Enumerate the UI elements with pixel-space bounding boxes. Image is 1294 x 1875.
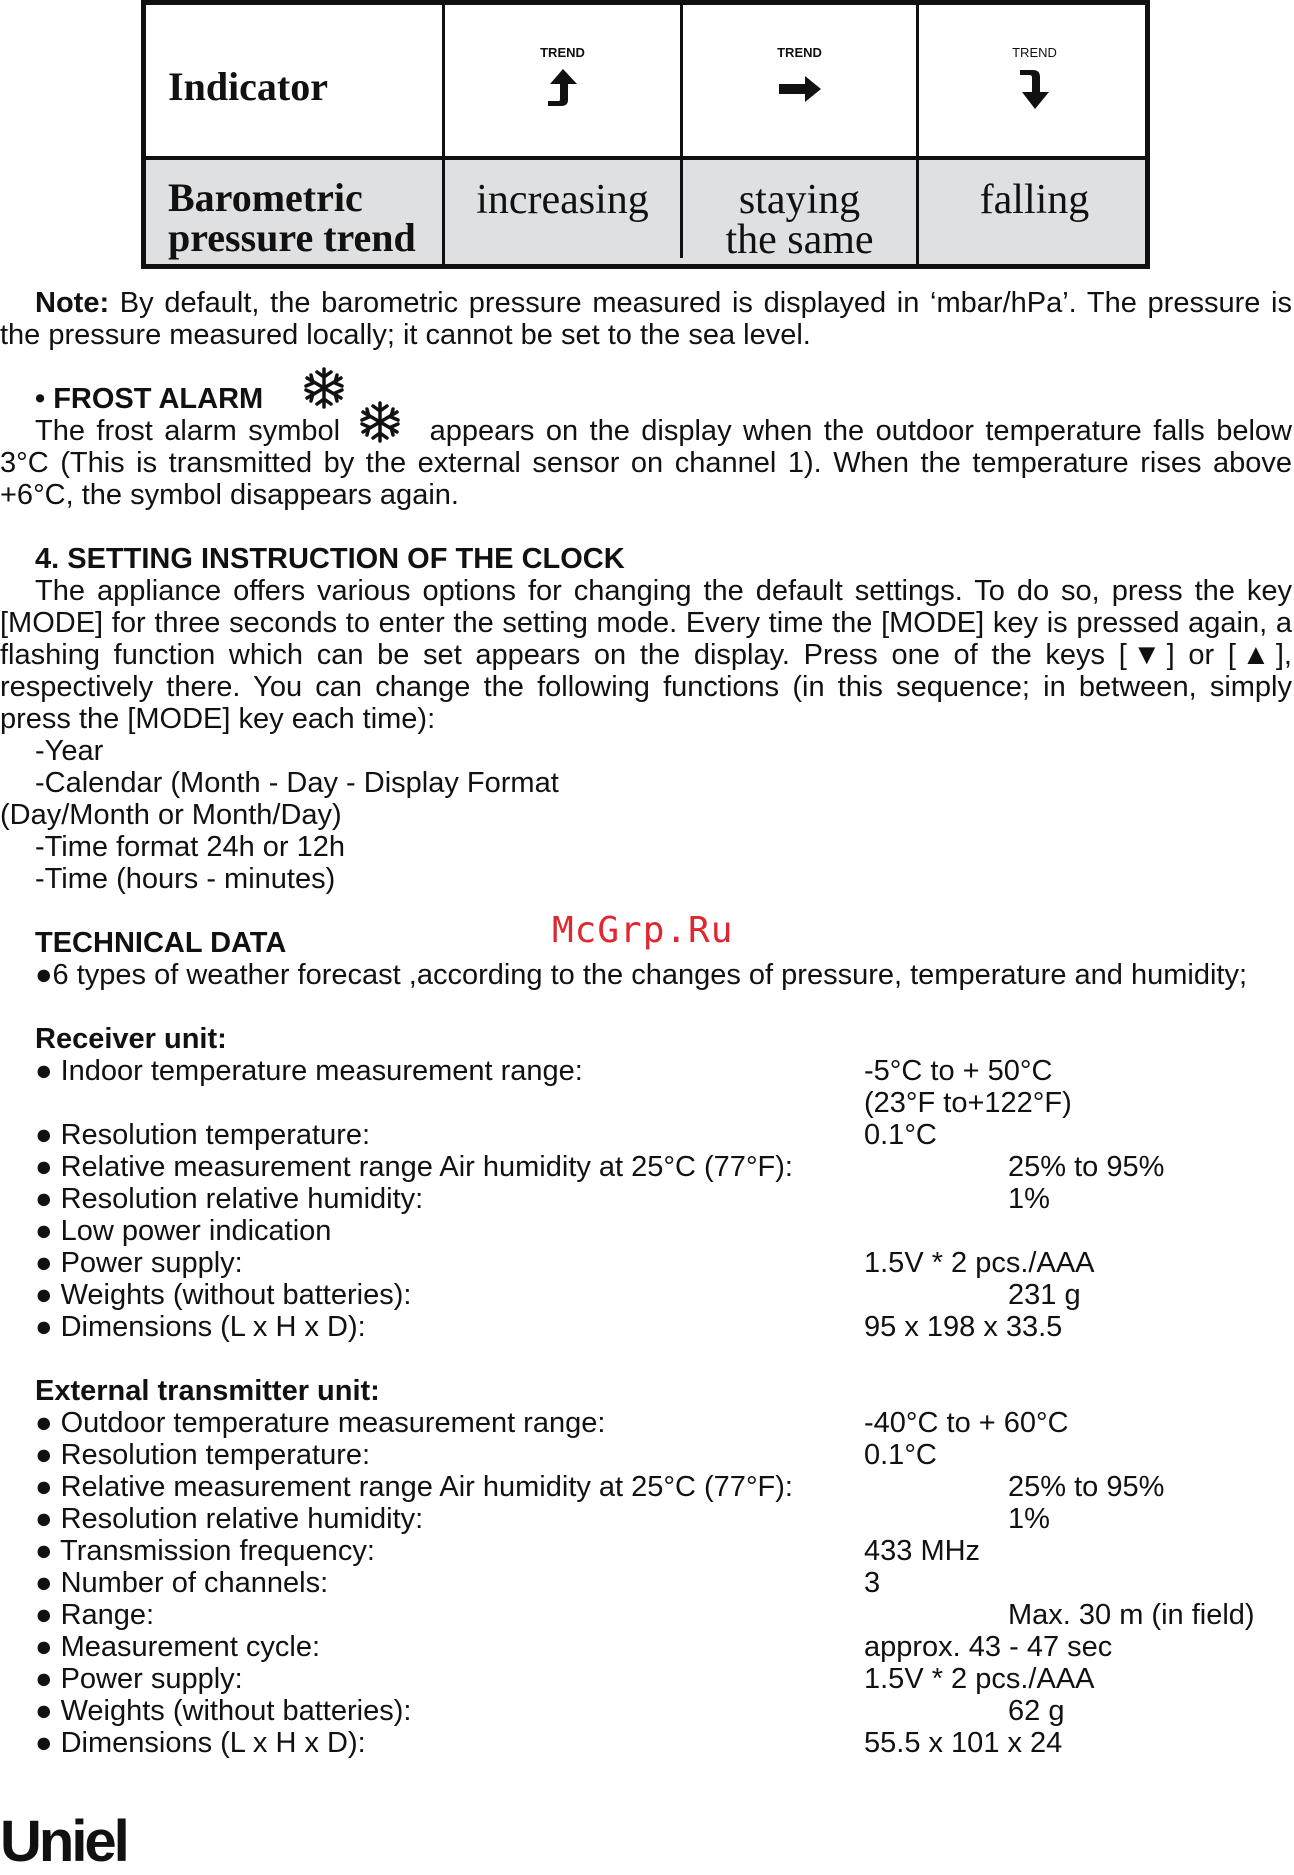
spec-value: 231 g xyxy=(1008,1279,1081,1311)
trend-label: TREND xyxy=(1012,45,1057,60)
spec-label: ● Dimensions (L x H x D): xyxy=(35,1311,366,1343)
trend-table-value-row xyxy=(146,160,1145,264)
trend-value-steady: staying the same xyxy=(725,177,874,263)
spec-value: 62 g xyxy=(1008,1695,1065,1727)
snowflake-inline-icon xyxy=(340,415,418,447)
clock-item-calendar-format: (Day/Month or Month/Day) xyxy=(0,799,342,831)
spec-label: ● Weights (without batteries): xyxy=(35,1279,412,1311)
clock-item-year: -Year xyxy=(35,735,104,767)
clock-heading: 4. SETTING INSTRUCTION OF THE CLOCK xyxy=(35,543,625,575)
trend-cell-increasing xyxy=(445,5,680,156)
spec-value: 1.5V * 2 pcs./AAA xyxy=(864,1663,1095,1695)
spec-label: ● Outdoor temperature measurement range: xyxy=(35,1407,606,1439)
spec-label: ● Measurement cycle: xyxy=(35,1631,321,1663)
clock-paragraph: The appliance offers various options for changing the default settings. To do so, press the key [MODE] for three seconds to enter the setting mode. Every time the [MODE] key is pressed again, a flashing function which can be set appears on the display. Press one of the keys [▼] or [▲], respectively there. You can change the following functions (in this sequence; in between, simply press the [MODE] key each time): xyxy=(0,575,1292,735)
trend-cell-steady xyxy=(683,5,916,156)
spec-value: 1% xyxy=(1008,1183,1050,1215)
spec-label: ● Resolution temperature: xyxy=(35,1119,371,1151)
spec-label: ● Power supply: xyxy=(35,1247,243,1279)
uniel-logo: Uniel xyxy=(0,1809,127,1874)
spec-value: 25% to 95% xyxy=(1008,1151,1165,1183)
spec-label: ● Low power indication xyxy=(35,1215,332,1247)
technical-data-heading: TECHNICAL DATA xyxy=(35,927,287,959)
technical-data-intro: ●6 types of weather forecast ,according to the changes of pressure, temperature and humidity; xyxy=(35,959,1248,991)
spec-label: ● Dimensions (L x H x D): xyxy=(35,1727,366,1759)
spec-value: -5°C to + 50°C xyxy=(864,1055,1053,1087)
spec-value: 0.1°C xyxy=(864,1439,937,1471)
trend-label: TREND xyxy=(777,45,822,60)
clock-item-calendar: -Calendar (Month - Day - Display Format xyxy=(35,767,559,799)
trend-table-header-row xyxy=(146,5,1145,160)
frost-alarm-paragraph: The frost alarm symbol appears on the display when the outdoor temperature falls below 3°C (This is transmitted by the external sensor on channel 1). When the temperature rises above +6°C, the symbol disappears again. xyxy=(0,415,1292,511)
trend-table xyxy=(141,0,1150,269)
right-arrow-icon xyxy=(777,75,823,108)
note-paragraph: Note: By default, the barometric pressure measured is displayed in ‘mbar/hPa’. The pressure is the pressure measured locally; it cannot be set to the sea level. xyxy=(0,287,1292,351)
spec-value: 25% to 95% xyxy=(1008,1471,1165,1503)
watermark: McGrp.Ru xyxy=(552,910,734,951)
spec-value: 55.5 x 101 x 24 xyxy=(864,1727,1063,1759)
spec-label: ● Weights (without batteries): xyxy=(35,1695,412,1727)
receiver-heading: Receiver unit: xyxy=(35,1023,227,1055)
spec-label: ● Resolution relative humidity: xyxy=(35,1503,424,1535)
down-arrow-icon xyxy=(1016,67,1054,116)
spec-label: ● Relative measurement range Air humidity at 25°C (77°F): xyxy=(35,1151,793,1183)
trend-label: TREND xyxy=(540,45,585,60)
spec-value: 95 x 198 x 33.5 xyxy=(864,1311,1063,1343)
transmitter-heading: External transmitter unit: xyxy=(35,1375,380,1407)
spec-value: 3 xyxy=(864,1567,881,1599)
up-arrow-icon xyxy=(544,67,582,114)
spec-value: approx. 43 - 47 sec xyxy=(864,1631,1113,1663)
spec-value: 433 MHz xyxy=(864,1535,981,1567)
spec-value: 1.5V * 2 pcs./AAA xyxy=(864,1247,1095,1279)
trend-cell-falling xyxy=(919,5,1150,156)
frost-alarm-heading: • FROST ALARM xyxy=(35,383,264,415)
pressure-trend-header: Barometric pressure trend xyxy=(168,175,416,260)
spec-label: ● Resolution relative humidity: xyxy=(35,1183,424,1215)
trend-value-falling: falling xyxy=(979,177,1090,223)
spec-label: ● Relative measurement range Air humidity at 25°C (77°F): xyxy=(35,1471,793,1503)
snowflake-icon xyxy=(302,366,346,415)
spec-label: ● Indoor temperature measurement range: xyxy=(35,1055,583,1087)
spec-value: (23°F to+122°F) xyxy=(864,1087,1072,1119)
spec-value: 0.1°C xyxy=(864,1119,937,1151)
spec-label: ● Range: xyxy=(35,1599,155,1631)
spec-label: ● Resolution temperature: xyxy=(35,1439,371,1471)
trend-value-increasing: increasing xyxy=(476,177,649,223)
indicator-header: Indicator xyxy=(168,64,328,109)
clock-item-time-format: -Time format 24h or 12h xyxy=(35,831,345,863)
spec-value: 1% xyxy=(1008,1503,1050,1535)
spec-value: -40°C to + 60°C xyxy=(864,1407,1069,1439)
spec-label: ● Power supply: xyxy=(35,1663,243,1695)
clock-item-time: -Time (hours - minutes) xyxy=(35,863,336,895)
spec-label: ● Number of channels: xyxy=(35,1567,329,1599)
spec-label: ● Transmission frequency: xyxy=(35,1535,375,1567)
spec-value: Max. 30 m (in field) xyxy=(1008,1599,1255,1631)
